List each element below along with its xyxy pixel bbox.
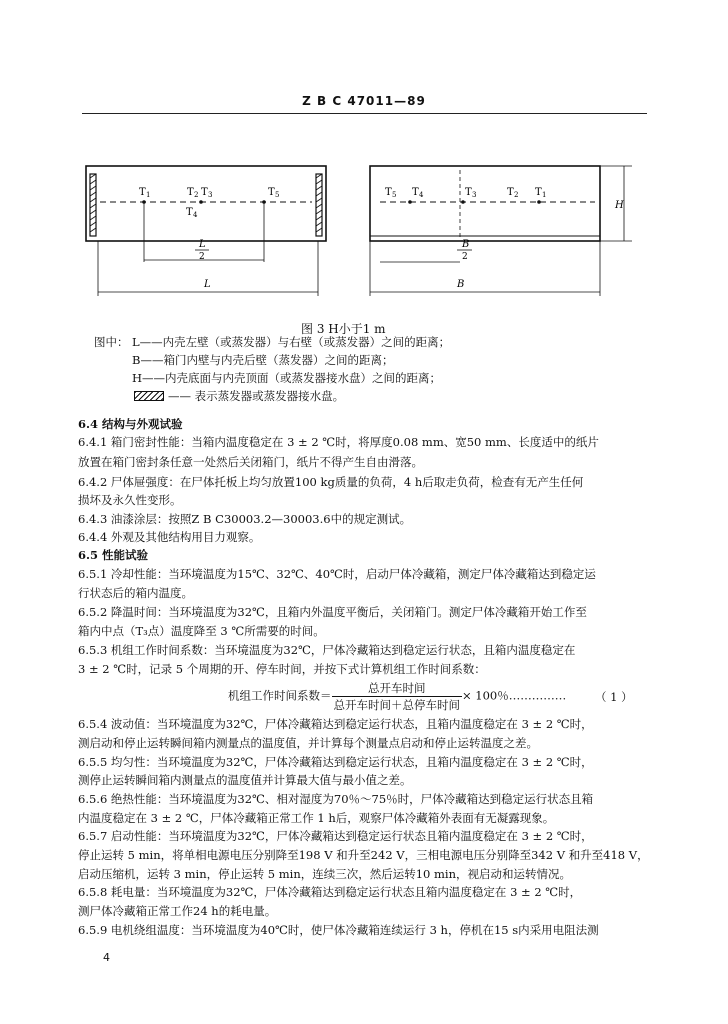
line-6-5-7-b: 停止运转 5 min，将单相电源电压分别降至198 V 和升至242 V，三相电源电压分别降至342 V 和升至418 V，: [78, 848, 649, 862]
legend-item-b: B——箱门内壁与内壳后壁（蒸发器）之间的距离；: [132, 353, 394, 367]
line-6-5-3-a: 6.5.3 机组工作时间系数：当环境温度为32℃，尸体冷藏箱达到稳定运行状态，且箱内温度稳定在: [78, 643, 576, 657]
line-6-4-2-b: 损坏及永久性变形。: [78, 493, 182, 507]
line-6-5-7-c: 启动压缩机，运转 3 min，停止运转 5 min，连续三次，然后运转10 min，视启动和运转情况。: [78, 867, 572, 881]
line-6-5-9: 6.5.9 电机绕组温度：当环境温度为40℃时，使尸体冷藏箱连续运行 3 h，停机在15 s内采用电阻法测: [78, 923, 599, 937]
formula-numerator: 总开车时间: [332, 680, 463, 697]
sub-t3-right: 3: [472, 191, 477, 199]
label-t4-left: T: [186, 207, 193, 218]
line-6-5-5-b: 测停止运转瞬间箱内测量点的温度值并计算最大值与最小值之差。: [78, 773, 412, 787]
line-6-5-5-a: 6.5.5 均匀性：当环境温度为32℃，尸体冷藏箱达到稳定运行状态，且箱内温度稳定在 3 ± 2 ℃时，: [78, 755, 593, 769]
sub-t1-left: 1: [146, 191, 151, 199]
label-t5-right: T: [385, 187, 392, 198]
right-full-label: B: [457, 279, 465, 290]
right-half-top: B: [462, 239, 470, 250]
sub-t4-left: 4: [193, 211, 198, 219]
section-6-4: 6.4 结构与外观试验: [78, 417, 183, 431]
formula-factor: × 100％: [462, 688, 509, 703]
line-6-5-6-b: 内温度稳定在 3 ± 2 ℃，尸体冷藏箱正常工作 1 h后，观察尸体冷藏箱外表面有无凝露现象。: [78, 811, 555, 825]
label-t4-right: T: [412, 187, 419, 198]
legend-prefix: 图中：: [94, 335, 129, 349]
line-6-4-2-a: 6.4.2 尸体屉强度：在尸体托板上均匀放置100 kg质量的负荷，4 h后取走负荷，检查有无产生任何: [78, 475, 584, 489]
point-t2-left: [199, 200, 203, 204]
line-6-5-1-a: 6.5.1 冷却性能：当环境温度为15℃、32℃、40℃时，启动尸体冷藏箱，测定尸体冷藏箱达到稳定运: [78, 567, 596, 581]
legend-item-l: L——内壳左壁（或蒸发器）与右壁（或蒸发器）之间的距离；: [132, 335, 451, 349]
sub-t5-left: 5: [275, 191, 280, 199]
line-6-5-3-b: 3 ± 2 ℃时，记录 5 个周期的开、停车时间，并按下式计算机组工作时间系数：: [78, 662, 486, 676]
formula-denominator: 总开车时间＋总停车时间: [333, 698, 460, 712]
legend-item-hatch: —— 表示蒸发器或蒸发器接水盘。: [168, 389, 345, 403]
figure-caption: 图 3 H小于1 m: [301, 322, 386, 336]
legend-item-h: H——内壳底面与内壳顶面（或蒸发器接水盘）之间的距离；: [132, 371, 442, 385]
evaporator-hatch-icon: [134, 391, 164, 401]
label-t5-left: T: [268, 187, 275, 198]
formula-fraction: [332, 680, 463, 713]
line-6-5-4-b: 测启动和停止运转瞬间箱内测量点的温度值，并计算每个测量点启动和停止运转温度之差。: [78, 736, 538, 750]
line-6-5-7-a: 6.5.7 启动性能：当环境温度为32℃，尸体冷藏箱达到稳定运行状态且箱内温度稳定在 3 ± 2 ℃时，: [78, 829, 593, 843]
label-t3-right: T: [465, 187, 472, 198]
sub-t5-right: 5: [392, 191, 397, 199]
sub-t2-right: 2: [514, 191, 519, 199]
page-number: 4: [103, 951, 110, 964]
line-6-4-1-b: 放置在箱门密封条任意一处然后关闭箱门，纸片不得产生自由滑落。: [78, 455, 423, 469]
formula-number: （ 1 ）: [595, 690, 633, 704]
line-6-5-8-a: 6.5.8 耗电量：当环境温度为32℃，尸体冷藏箱达到稳定运行状态且箱内温度稳定在 3 ± 2 ℃时，: [78, 885, 582, 899]
formula-1: [228, 680, 566, 713]
line-6-5-1-b: 行状态后的箱内温度。: [78, 586, 193, 600]
right-box-outline: [370, 166, 600, 241]
standard-code-header: Z B C 47011—89: [302, 94, 426, 108]
sub-t3-left: 3: [208, 191, 213, 199]
label-t1-left: T: [139, 187, 146, 198]
line-6-5-8-b: 测尸体冷藏箱正常工作24 h的耗电量。: [78, 904, 277, 918]
header-rule: [82, 113, 647, 114]
left-box-outline: [86, 166, 326, 241]
line-6-5-2-a: 6.5.2 降温时间：当环境温度为32℃，且箱内外温度平衡后，关闭箱门。测定尸体冷藏箱开始工作至: [78, 605, 587, 619]
left-half-bottom: 2: [199, 252, 205, 262]
line-6-4-4: 6.4.4 外观及其他结构用目力观察。: [78, 530, 261, 544]
sub-t4-right: 4: [419, 191, 424, 199]
sub-t2-left: 2: [194, 191, 199, 199]
height-label: H: [615, 200, 624, 211]
formula-dots: ……………: [508, 688, 567, 703]
label-t2-right: T: [507, 187, 514, 198]
line-6-5-4-a: 6.5.4 波动值：当环境温度为32℃，尸体冷藏箱达到稳定运行状态，且箱内温度稳定在 3 ± 2 ℃时，: [78, 717, 593, 731]
line-6-4-3: 6.4.3 油漆涂层：按照Z B C30003.2—30003.6中的规定测试。: [78, 512, 412, 526]
line-6-5-2-b: 箱内中点（T₃点）温度降至 3 ℃所需要的时间。: [78, 624, 325, 638]
sub-t1-right: 1: [542, 191, 547, 199]
left-full-label: L: [204, 279, 211, 290]
section-6-5: 6.5 性能试验: [78, 548, 149, 562]
left-half-top: L: [199, 239, 206, 250]
right-half-bottom: 2: [462, 252, 468, 262]
line-6-4-1-a: 6.4.1 箱门密封性能：当箱内温度稳定在 3 ± 2 ℃时，将厚度0.08 mm、宽50 mm、长度适中的纸片: [78, 435, 599, 449]
line-6-5-6-a: 6.5.6 绝热性能：当环境温度为32℃、相对湿度为70％～75％时，尸体冷藏箱达到稳定运行状态且箱: [78, 792, 594, 806]
label-t1-right: T: [535, 187, 542, 198]
figure-3-diagram: [80, 150, 640, 320]
label-t3-left: T: [201, 187, 208, 198]
formula-lhs: 机组工作时间系数＝: [228, 688, 332, 703]
label-t2-left: T: [187, 187, 194, 198]
